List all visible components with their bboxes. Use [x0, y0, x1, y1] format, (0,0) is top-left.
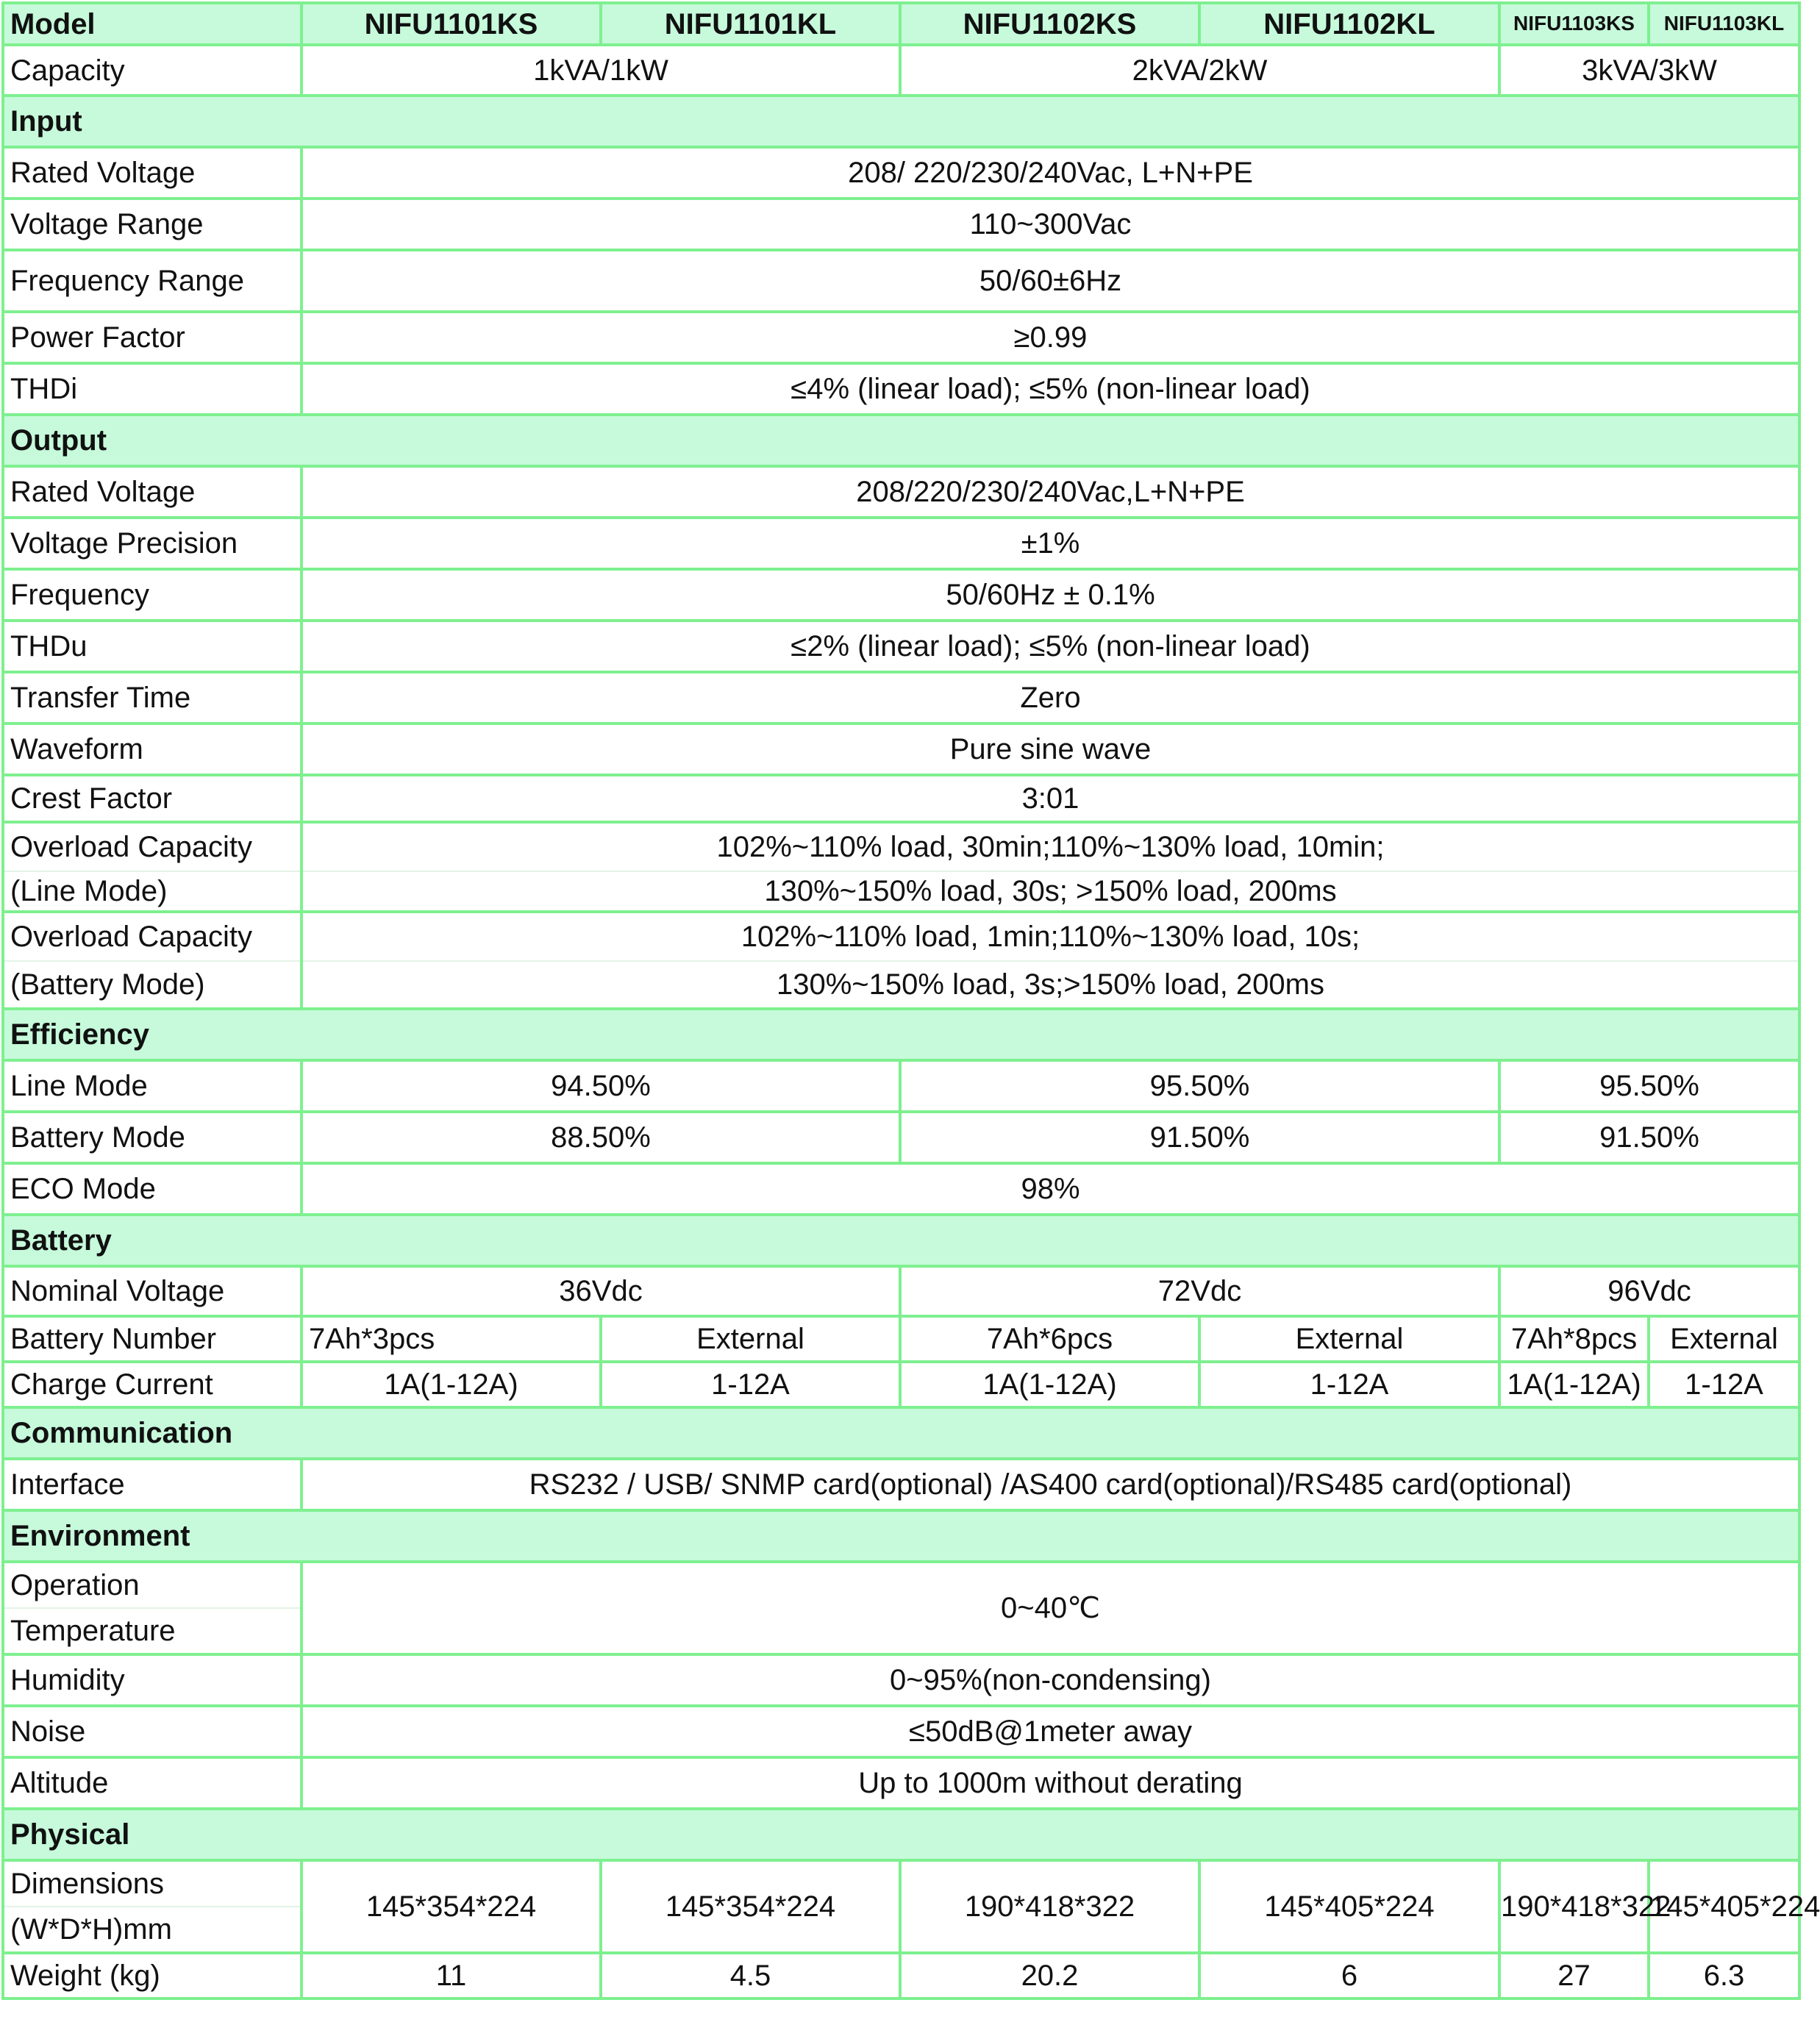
table-row [3, 1316, 1799, 1362]
cell-value: 1-12A [1649, 1362, 1799, 1407]
section-row [3, 1215, 1799, 1266]
cell-value-line: 130%~150% load, 3s;>150% load, 200ms [303, 960, 1798, 1007]
cell-value [301, 912, 1799, 1009]
table-row [3, 466, 1799, 518]
cell-value: 95.50% [900, 1060, 1499, 1112]
cell-value: 208/220/230/240Vac,L+N+PE [301, 466, 1799, 518]
section-row [3, 1809, 1799, 1860]
model-name: NIFU1102KL [1199, 3, 1499, 45]
table-row [3, 569, 1799, 621]
cell-value: ≤4% (linear load); ≤5% (non-linear load) [301, 363, 1799, 415]
row-label-line: Overload Capacity [10, 831, 253, 863]
section-row [3, 1407, 1799, 1459]
cell-value: 6 [1199, 1953, 1499, 1999]
row-label: THDi [3, 363, 301, 415]
cell-value: 145*405*224 [1649, 1860, 1799, 1953]
section-row [3, 96, 1799, 147]
row-label: Voltage Precision [3, 518, 301, 569]
table-row [3, 518, 1799, 569]
cell-value: 1-12A [601, 1362, 900, 1407]
table-row [3, 199, 1799, 250]
cell-value: 91.50% [1499, 1112, 1799, 1163]
model-name: NIFU1101KS [301, 3, 601, 45]
row-label: Waveform [3, 724, 301, 775]
row-label: Battery Number [3, 1316, 301, 1362]
section-row [3, 1009, 1799, 1060]
row-label: Voltage Range [3, 199, 301, 250]
cell-value: 1A(1-12A) [301, 1362, 601, 1407]
row-label: Transfer Time [3, 672, 301, 724]
row-label [3, 1860, 301, 1953]
row-label: Capacity [3, 45, 301, 96]
table-row [3, 1362, 1799, 1407]
section-row [3, 1510, 1799, 1562]
table-row [3, 775, 1799, 822]
model-label: Model [3, 3, 301, 45]
cell-value: 145*354*224 [301, 1860, 601, 1953]
table-row [3, 312, 1799, 363]
section-title: Battery [3, 1215, 1799, 1266]
table-row [3, 363, 1799, 415]
capacity-row [3, 45, 1799, 96]
table-row [3, 1060, 1799, 1112]
cell-value: 190*418*322 [1499, 1860, 1649, 1953]
cell-value: 7Ah*6pcs [900, 1316, 1199, 1362]
table-row [3, 1654, 1799, 1706]
row-label-line: (W*D*H)mm [4, 1906, 300, 1951]
cell-value: 208/ 220/230/240Vac, L+N+PE [301, 147, 1799, 199]
cell-value: 50/60Hz ± 0.1% [301, 569, 1799, 621]
row-label: Noise [3, 1706, 301, 1757]
cell-value: 0~40℃ [301, 1562, 1799, 1654]
section-title: Communication [3, 1407, 1799, 1459]
row-label: Charge Current [3, 1362, 301, 1407]
cell-value-line: 130%~150% load, 30s; >150% load, 200ms [303, 871, 1798, 910]
section-title: Physical [3, 1809, 1799, 1860]
cell-value: 3:01 [301, 775, 1799, 822]
cell-value: Pure sine wave [301, 724, 1799, 775]
section-title: Input [3, 96, 1799, 147]
row-label: Line Mode [3, 1060, 301, 1112]
row-label-line: (Line Mode) [4, 871, 300, 910]
row-label: ECO Mode [3, 1163, 301, 1215]
row-label [3, 1562, 301, 1654]
cell-value: 3kVA/3kW [1499, 45, 1799, 96]
table-row [3, 1163, 1799, 1215]
row-label: THDu [3, 621, 301, 672]
row-label-line: Overload Capacity [10, 921, 253, 953]
cell-value-line: 102%~110% load, 1min;110%~130% load, 10s; [741, 921, 1360, 953]
cell-value: 94.50% [301, 1060, 900, 1112]
cell-value: 1kVA/1kW [301, 45, 900, 96]
cell-value: RS232 / USB/ SNMP card(optional) /AS400 card(optional)/RS485 card(optional) [301, 1459, 1799, 1510]
row-label: Rated Voltage [3, 466, 301, 518]
cell-value: ±1% [301, 518, 1799, 569]
cell-value: External [1649, 1316, 1799, 1362]
cell-value: 6.3 [1649, 1953, 1799, 1999]
row-label: Interface [3, 1459, 301, 1510]
table-row [3, 1112, 1799, 1163]
table-row [3, 621, 1799, 672]
section-title: Output [3, 415, 1799, 466]
spec-table [1, 1, 1820, 2000]
table-row [3, 1860, 1799, 1953]
cell-value: 7Ah*3pcs [301, 1316, 601, 1362]
cell-value: 2kVA/2kW [900, 45, 1499, 96]
row-label [3, 822, 301, 912]
cell-value: 27 [1499, 1953, 1649, 1999]
section-title: Efficiency [3, 1009, 1799, 1060]
section-title: Environment [3, 1510, 1799, 1562]
row-label-line: Temperature [4, 1607, 300, 1653]
cell-value [301, 822, 1799, 912]
table-row [3, 1266, 1799, 1316]
cell-value: 95.50% [1499, 1060, 1799, 1112]
table-row [3, 1706, 1799, 1757]
row-label: Altitude [3, 1757, 301, 1809]
row-label: Battery Mode [3, 1112, 301, 1163]
row-label: Rated Voltage [3, 147, 301, 199]
cell-value: 88.50% [301, 1112, 900, 1163]
cell-value: 11 [301, 1953, 601, 1999]
cell-value: External [601, 1316, 900, 1362]
table-row [3, 672, 1799, 724]
cell-value: 1A(1-12A) [900, 1362, 1199, 1407]
row-label: Frequency Range [3, 250, 301, 312]
cell-value: Up to 1000m without derating [301, 1757, 1799, 1809]
table-row [3, 724, 1799, 775]
model-name: NIFU1103KL [1649, 3, 1799, 45]
model-name: NIFU1101KL [601, 3, 900, 45]
cell-value: 20.2 [900, 1953, 1199, 1999]
cell-value: ≤2% (linear load); ≤5% (non-linear load) [301, 621, 1799, 672]
row-label-line: (Battery Mode) [4, 960, 300, 1007]
table-row [3, 250, 1799, 312]
row-label: Power Factor [3, 312, 301, 363]
cell-value: 190*418*322 [900, 1860, 1199, 1953]
table-row [3, 822, 1799, 912]
row-label: Humidity [3, 1654, 301, 1706]
table-row [3, 1459, 1799, 1510]
header-row [3, 3, 1799, 45]
cell-value: 50/60±6Hz [301, 250, 1799, 312]
cell-value: 7Ah*8pcs [1499, 1316, 1649, 1362]
cell-value: 1-12A [1199, 1362, 1499, 1407]
cell-value: 0~95%(non-condensing) [301, 1654, 1799, 1706]
cell-value: Zero [301, 672, 1799, 724]
cell-value: 145*405*224 [1199, 1860, 1499, 1953]
cell-value: 96Vdc [1499, 1266, 1799, 1316]
cell-value: 98% [301, 1163, 1799, 1215]
table-row [3, 1757, 1799, 1809]
row-label [3, 912, 301, 1009]
cell-value-line: 102%~110% load, 30min;110%~130% load, 10min; [716, 831, 1385, 863]
cell-value: ≤50dB@1meter away [301, 1706, 1799, 1757]
table-row [3, 912, 1799, 1009]
cell-value: ≥0.99 [301, 312, 1799, 363]
row-label: Frequency [3, 569, 301, 621]
row-label: Crest Factor [3, 775, 301, 822]
table-row [3, 1562, 1799, 1654]
row-label-line: Dimensions [10, 1868, 164, 1900]
model-name: NIFU1103KS [1499, 3, 1649, 45]
row-label: Weight (kg) [3, 1953, 301, 1999]
cell-value: 36Vdc [301, 1266, 900, 1316]
table-row [3, 1953, 1799, 1999]
model-name: NIFU1102KS [900, 3, 1199, 45]
table-row [3, 147, 1799, 199]
section-row [3, 415, 1799, 466]
cell-value: 72Vdc [900, 1266, 1499, 1316]
cell-value: 91.50% [900, 1112, 1499, 1163]
cell-value: External [1199, 1316, 1499, 1362]
cell-value: 110~300Vac [301, 199, 1799, 250]
row-label-line: Operation [10, 1569, 140, 1601]
cell-value: 4.5 [601, 1953, 900, 1999]
cell-value: 145*354*224 [601, 1860, 900, 1953]
row-label: Nominal Voltage [3, 1266, 301, 1316]
cell-value: 1A(1-12A) [1499, 1362, 1649, 1407]
